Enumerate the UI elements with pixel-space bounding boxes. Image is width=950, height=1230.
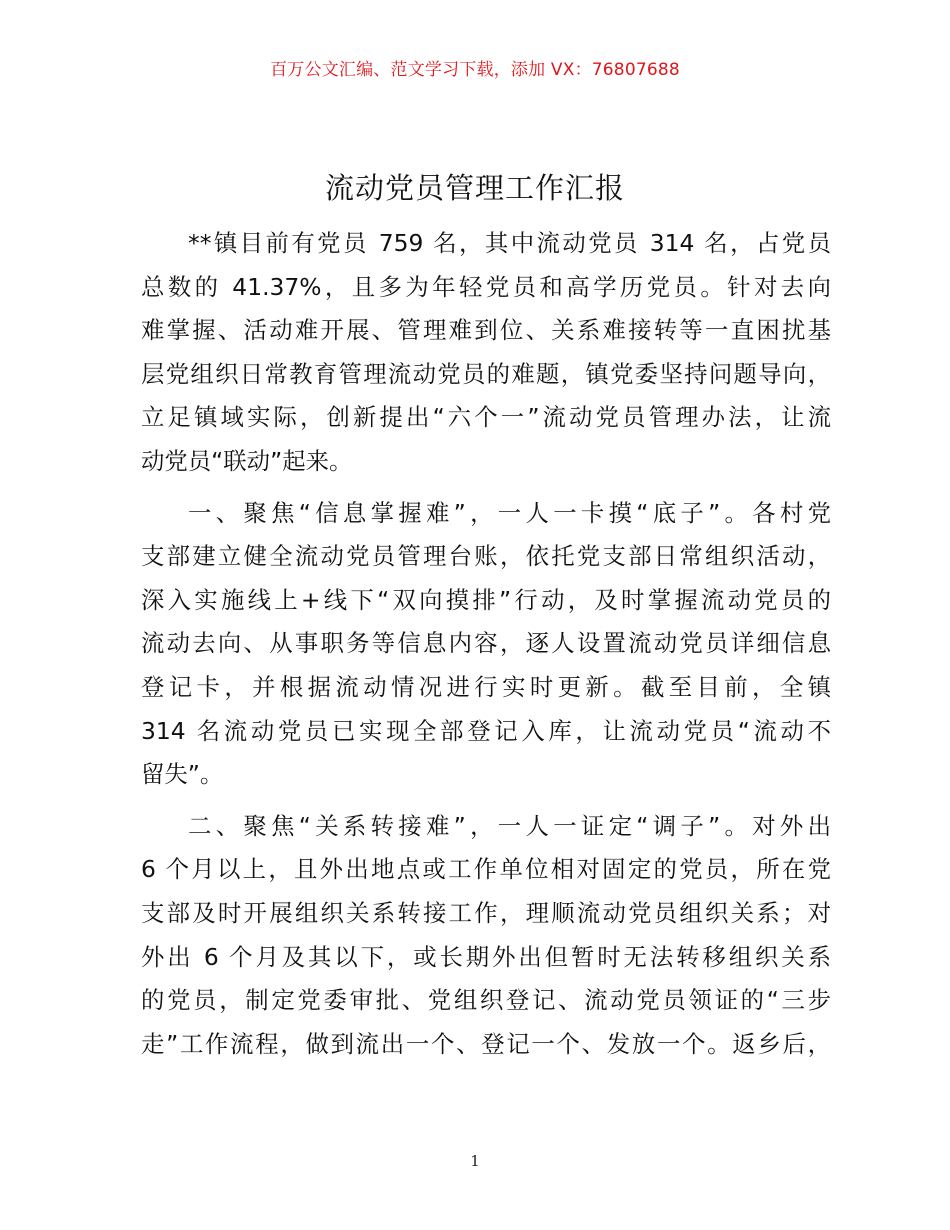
text-line: 外出 6 个月及其以下，或长期外出但暂时无法转移组织关系 — [141, 942, 831, 971]
paragraph-intro — [141, 222, 831, 484]
text-line: 6 个月以上，且外出地点或工作单位相对固定的党员，所在党 — [141, 855, 831, 884]
text-line: 登记卡，并根据流动情况进行实时更新。截至目前，全镇 — [141, 672, 831, 701]
text-line: 一、聚焦“信息掌握难”，一人一卡摸“底子”。各村党 — [188, 498, 831, 527]
header-banner: 百万公文汇编、范文学习下载，添加 VX：76807688 — [270, 60, 680, 80]
text-line: 走”工作流程，做到流出一个、登记一个、发放一个。返乡后， — [141, 1029, 831, 1058]
text-line: 立足镇域实际，创新提出“六个一”流动党员管理办法，让流 — [141, 403, 831, 432]
text-line: 二、聚焦“关系转接难”，一人一证定“调子”。对外出 — [188, 811, 831, 840]
text-line: 动党员“联动”起来。 — [141, 446, 353, 475]
text-line: 支部建立健全流动党员管理台账，依托党支部日常组织活动， — [141, 542, 831, 571]
text-line: 314 名流动党员已实现全部登记入库，让流动党员“流动不 — [141, 716, 831, 745]
document-title: 流动党员管理工作汇报 — [324, 171, 625, 205]
paragraph-section-1 — [141, 492, 831, 797]
document-body — [141, 222, 831, 1074]
page-number: 1 — [470, 1152, 480, 1170]
text-line: **镇目前有党员 759 名，其中流动党员 314 名，占党员 — [188, 229, 831, 257]
text-line: 流动去向、从事职务等信息内容，逐人设置流动党员详细信息 — [141, 629, 831, 658]
text-line: 总数的 41.37%，且多为年轻党员和高学历党员。针对去向 — [141, 272, 831, 301]
text-line: 层党组织日常教育管理流动党员的难题，镇党委坚持问题导向， — [141, 359, 831, 388]
text-line: 的党员，制定党委审批、党组织登记、流动党员领证的“三步 — [141, 986, 831, 1015]
paragraph-section-2 — [141, 805, 831, 1067]
text-line: 深入实施线上+线下“双向摸排”行动，及时掌握流动党员的 — [141, 585, 831, 614]
text-line: 难掌握、活动难开展、管理难到位、关系难接转等一直困扰基 — [141, 316, 831, 345]
text-line: 支部及时开展组织关系转接工作，理顺流动党员组织关系；对 — [141, 898, 831, 927]
text-line: 留失”。 — [141, 760, 224, 789]
